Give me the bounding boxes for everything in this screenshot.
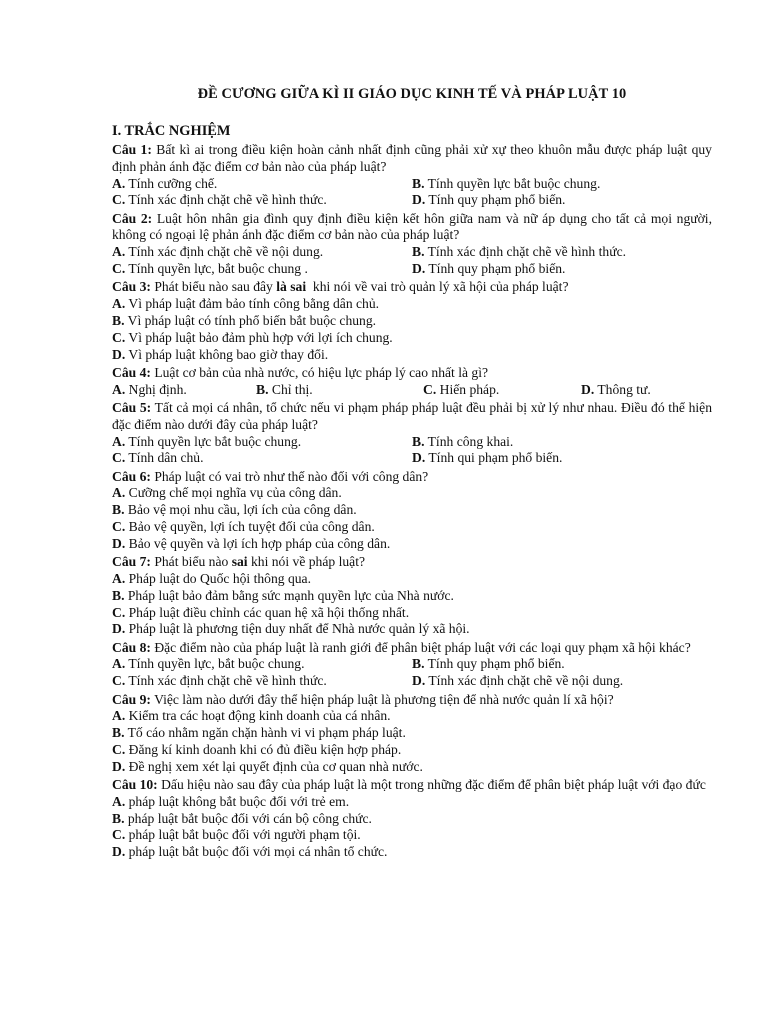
option-row (112, 434, 712, 451)
option-b (112, 725, 712, 742)
option-text: Bảo vệ quyền và lợi ích hợp pháp của công dân. (128, 535, 391, 551)
option-c (112, 605, 712, 622)
option-c (112, 673, 412, 690)
option-letter: B. (112, 312, 125, 328)
option-d (112, 347, 712, 364)
option-letter: B. (412, 244, 425, 260)
question-number: Câu 5: (112, 399, 152, 415)
question-emphasis: là sai (276, 279, 307, 295)
option-text: pháp luật bắt buộc đối với người phạm tội. (128, 827, 361, 843)
option-letter: C. (112, 450, 126, 466)
question-10 (112, 777, 712, 861)
question-text: Pháp luật có vai trò như thế nào đối với công dân? (154, 468, 429, 484)
option-row (112, 192, 712, 209)
option-text: Tính quy phạm phổ biến. (428, 261, 566, 277)
option-letter: C. (112, 329, 126, 345)
option-letter: D. (112, 758, 126, 774)
option-text: Cưỡng chế mọi nghĩa vụ của công dân. (128, 485, 342, 501)
option-d (412, 673, 712, 690)
option-letter: A. (112, 381, 126, 397)
option-a (112, 382, 256, 399)
option-b (412, 176, 712, 193)
option-c (112, 519, 712, 536)
question-1 (112, 142, 712, 209)
option-letter: D. (112, 346, 126, 362)
question-7 (112, 554, 712, 638)
option-a (112, 434, 412, 451)
option-letter: B. (412, 656, 425, 672)
option-b (112, 588, 712, 605)
option-d (112, 621, 712, 638)
option-letter: B. (112, 587, 125, 603)
option-letter: A. (112, 708, 126, 724)
question-emphasis: sai (231, 554, 248, 570)
option-text: Vì pháp luật đảm bảo tính công bằng dân chủ. (128, 296, 380, 312)
option-letter: A. (112, 656, 126, 672)
question-text: Bất kì ai trong điều kiện hoàn cảnh nhất định cũng phải xử xự theo khuôn mẫu được pháp luật quy định phản ánh đặc điểm cơ bản nào của pháp luật? (112, 142, 712, 174)
question-number: Câu 4: (112, 364, 151, 380)
question-stem (112, 211, 712, 245)
option-a (112, 571, 712, 588)
option-text: Nghị định. (128, 381, 187, 397)
option-letter: C. (112, 827, 126, 843)
option-letter: D. (412, 192, 426, 208)
option-letter: D. (112, 844, 126, 860)
option-text: Tính quy phạm phổ biến. (428, 192, 566, 208)
option-b (412, 434, 712, 451)
question-stem (112, 469, 712, 486)
option-letter: A. (112, 175, 126, 191)
option-row (112, 176, 712, 193)
option-letter: C. (112, 519, 126, 535)
question-text: Phát biểu nào sau đây (154, 279, 277, 295)
option-c (112, 827, 712, 844)
option-text: Bảo vệ mọi nhu cầu, lợi ích của công dân. (127, 502, 357, 518)
option-letter: C. (112, 673, 126, 689)
option-list (112, 485, 712, 552)
option-a (112, 485, 712, 502)
option-letter: B. (112, 810, 125, 826)
page-title: ĐỀ CƯƠNG GIỮA KÌ II GIÁO DỤC KINH TẾ VÀ PHÁP LUẬT 10 (197, 86, 627, 102)
question-stem (112, 777, 712, 794)
option-row (112, 673, 712, 690)
option-text: Tính quyền lực, bắt buộc chung . (128, 261, 308, 277)
option-letter: A. (112, 793, 126, 809)
question-9 (112, 692, 712, 776)
option-letter: B. (412, 175, 425, 191)
option-letter: C. (112, 261, 126, 277)
option-a (112, 708, 712, 725)
question-text-end: khi nói về pháp luật? (247, 554, 365, 570)
option-letter: B. (412, 433, 425, 449)
option-a (112, 176, 412, 193)
option-d (412, 450, 712, 467)
option-d (581, 382, 681, 399)
question-number: Câu 7: (112, 554, 151, 570)
option-d (112, 759, 712, 776)
option-text: Tính xác định chặt chẽ về nội dung. (428, 673, 624, 689)
option-b (412, 244, 712, 261)
question-text: Luật cơ bản của nhà nước, có hiệu lực pháp lý cao nhất là gì? (154, 364, 489, 380)
question-stem (112, 640, 712, 657)
question-text: Luật hôn nhân gia đình quy định điều kiện kết hôn giữa nam và nữ áp dụng cho tất cả mọi người, không có ngoại lệ phản ánh đặc điểm cơ bản nào của pháp luật? (112, 210, 712, 243)
option-text: Bảo vệ quyền, lợi ích tuyệt đối của công dân. (128, 519, 375, 535)
question-3 (112, 279, 712, 363)
option-d (412, 192, 712, 209)
option-letter: A. (112, 433, 126, 449)
option-text: Đăng kí kinh doanh khi có đủ điều kiện hợp pháp. (128, 741, 402, 757)
option-c (112, 192, 412, 209)
option-list (112, 571, 712, 638)
option-text: Tính công khai. (427, 433, 514, 449)
option-text: Tố cáo nhằm ngăn chặn hành vi vi phạm pháp luật. (127, 725, 406, 741)
question-8 (112, 640, 712, 690)
option-letter: D. (581, 381, 595, 397)
option-letter: D. (412, 261, 426, 277)
option-letter: B. (256, 381, 269, 397)
option-d (112, 536, 712, 553)
option-row (112, 656, 712, 673)
option-c (112, 742, 712, 759)
option-text: Tính xác định chặt chẽ về hình thức. (128, 192, 327, 208)
option-text: pháp luật không bắt buộc đối với trẻ em. (128, 793, 350, 809)
option-b (112, 811, 712, 828)
question-4 (112, 365, 712, 399)
question-number: Câu 8: (112, 639, 151, 655)
option-text: Pháp luật do Quốc hội thông qua. (128, 570, 311, 586)
question-stem (112, 365, 712, 382)
option-row (112, 382, 712, 399)
option-text: Tính quyền lực bắt buộc chung. (128, 433, 302, 449)
option-row (112, 261, 712, 278)
question-text: Dấu hiệu nào sau đây của pháp luật là một trong những đặc điểm để phân biệt pháp luật với đạo đức (161, 776, 706, 792)
option-text: pháp luật bắt buộc đối với cán bộ công chức. (127, 810, 372, 826)
option-letter: B. (112, 502, 125, 518)
option-text: Đề nghị xem xét lại quyết định của cơ quan nhà nước. (128, 758, 423, 774)
option-letter: C. (423, 381, 437, 397)
question-number: Câu 1: (112, 142, 152, 157)
option-text: Tính quyền lực, bắt buộc chung. (128, 656, 305, 672)
option-letter: A. (112, 244, 126, 260)
option-text: Vì pháp luật không bao giờ thay đổi. (128, 346, 329, 362)
question-number: Câu 2: (112, 210, 153, 226)
option-letter: C. (112, 604, 126, 620)
option-row (112, 244, 712, 261)
question-text: Đặc điểm nào của pháp luật là ranh giới để phân biệt pháp luật với các loại quy phạm xã hội khác? (154, 639, 691, 655)
option-b (256, 382, 423, 399)
option-c (423, 382, 581, 399)
option-letter: C. (112, 192, 126, 208)
question-number: Câu 3: (112, 279, 151, 295)
option-text: Tính qui phạm phổ biến. (428, 450, 563, 466)
option-list (112, 296, 712, 363)
option-text: Tính xác định chặt chẽ về hình thức. (427, 244, 626, 260)
option-text: Tính cưỡng chế. (128, 175, 218, 191)
option-text: pháp luật bắt buộc đối với mọi cá nhân tổ chức. (128, 844, 388, 860)
option-letter: D. (112, 535, 126, 551)
option-text: Tính dân chủ. (128, 450, 204, 466)
option-a (112, 244, 412, 261)
option-letter: D. (412, 673, 426, 689)
option-text: Tính xác định chặt chẽ về hình thức. (128, 673, 327, 689)
option-list (112, 708, 712, 775)
question-list (112, 142, 712, 861)
question-stem (112, 400, 712, 434)
option-c (112, 261, 412, 278)
option-text: Vì pháp luật có tính phổ biến bắt buộc chung. (127, 312, 377, 328)
section-heading: I. TRẮC NGHIỆM (112, 123, 231, 139)
option-a (112, 656, 412, 673)
option-list (112, 794, 712, 861)
option-text: Thông tư. (597, 381, 651, 397)
option-letter: C. (112, 741, 126, 757)
option-text: Tính quyền lực bắt buộc chung. (427, 175, 601, 191)
option-text: Kiểm tra các hoạt động kinh doanh của cá nhân. (128, 708, 391, 724)
option-letter: A. (112, 570, 126, 586)
option-d (412, 261, 712, 278)
option-d (112, 844, 712, 861)
option-c (112, 330, 712, 347)
question-stem (112, 692, 712, 709)
option-letter: D. (112, 621, 126, 637)
option-text: Pháp luật điều chỉnh các quan hệ xã hội thống nhất. (128, 604, 410, 620)
option-a (112, 794, 712, 811)
question-text: Phát biểu nào (154, 554, 232, 570)
option-text: Vì pháp luật bảo đảm phù hợp với lợi ích chung. (128, 329, 393, 345)
option-b (412, 656, 712, 673)
option-letter: D. (412, 450, 426, 466)
option-text: Hiến pháp. (439, 381, 500, 397)
option-b (112, 313, 712, 330)
question-5 (112, 400, 712, 467)
question-2 (112, 211, 712, 278)
question-stem (112, 142, 712, 176)
option-a (112, 296, 712, 313)
question-text-end: khi nói về vai trò quản lý xã hội của pháp luật? (306, 279, 569, 295)
question-number: Câu 10: (112, 776, 158, 792)
option-letter: A. (112, 296, 126, 312)
option-text: Tính xác định chặt chẽ về nội dung. (128, 244, 324, 260)
option-text: Tính quy phạm phổ biến. (427, 656, 565, 672)
question-text: Việc làm nào dưới đây thể hiện pháp luật là phương tiện để nhà nước quản lí xã hội? (154, 691, 614, 707)
option-text: Pháp luật là phương tiện duy nhất để Nhà nước quản lý xã hội. (128, 621, 470, 637)
option-letter: A. (112, 485, 126, 501)
question-stem (112, 554, 712, 571)
question-stem (112, 279, 712, 296)
option-text: Pháp luật bảo đảm bằng sức mạnh quyền lực của Nhà nước. (127, 587, 454, 603)
question-number: Câu 6: (112, 468, 151, 484)
question-number: Câu 9: (112, 691, 151, 707)
option-text: Chỉ thị. (271, 381, 313, 397)
question-6 (112, 469, 712, 553)
question-text: Tất cả mọi cá nhân, tổ chức nếu vi phạm pháp pháp luật đều phải bị xử lý như nhau. Điều đó thể hiện đặc điểm nào dưới đây của pháp luật? (112, 399, 713, 432)
option-letter: B. (112, 725, 125, 741)
option-row (112, 450, 712, 467)
option-b (112, 502, 712, 519)
option-c (112, 450, 412, 467)
